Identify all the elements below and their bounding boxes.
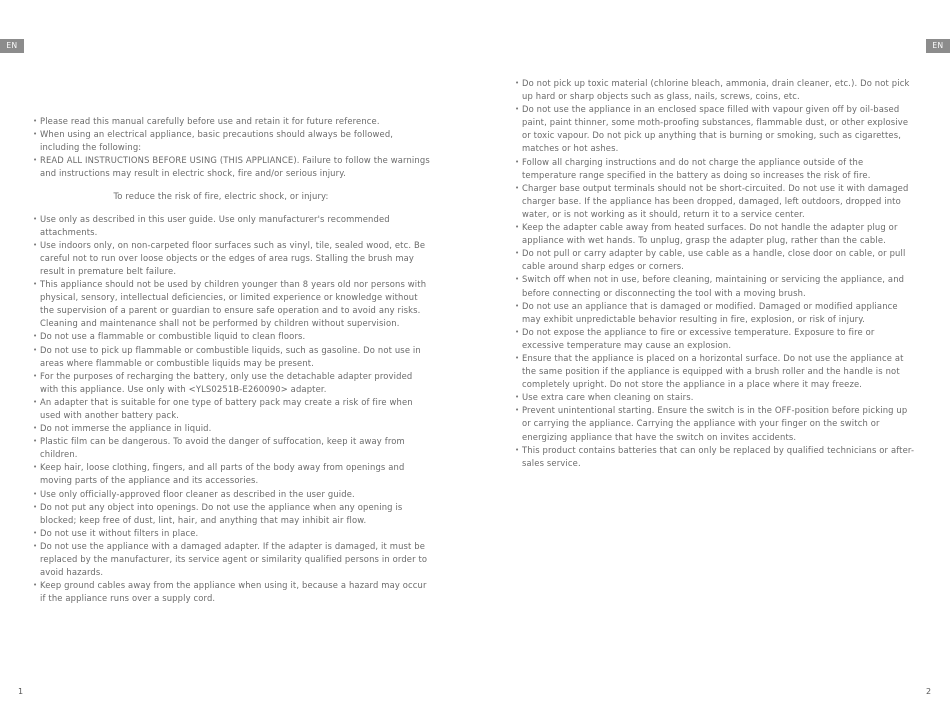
safety-item: • Do not immerse the appliance in liquid. — [33, 422, 433, 435]
warning-heading: To reduce the risk of fire, electric shock, or injury: — [113, 191, 329, 202]
intro-list — [33, 115, 433, 180]
safety-item: • Do not use to pick up flammable or combustible liquids, such as gasoline. Do not use in areas where flammable or combustible liquids may be present. — [33, 344, 433, 370]
safety-item: • Do not expose the appliance to fire or excessive temperature. Exposure to fire or excessive temperature may cause an explosion. — [515, 326, 919, 352]
safety-item: • Charger base output terminals should not be short-circuited. Do not use it with damaged charger base. If the appliance has been dropped, damaged, left outdoors, dropped into water, or is not working as it should, return it to a service center. — [515, 182, 919, 221]
safety-item: • Do not put any object into openings. Do not use the appliance when any opening is blocked; keep free of dust, lint, hair, and anything that may inhibit air flow. — [33, 501, 433, 527]
safety-item: • For the purposes of recharging the battery, only use the detachable adapter provided with this appliance. Use only with <YLS0251B-E260090> adapter. — [33, 370, 433, 396]
safety-item: • Keep the adapter cable away from heated surfaces. Do not handle the adapter plug or appliance with wet hands. To unplug, grasp the adapter plug, rather than the cable. — [515, 221, 919, 247]
safety-item: • Use indoors only, on non-carpeted floor surfaces such as vinyl, tile, sealed wood, etc. Be careful not to run over loose objects or the edges of area rugs. Stalling the brush may result in premature belt failure. — [33, 239, 433, 278]
safety-item: • This product contains batteries that can only be replaced by qualified technicians or after-sales service. — [515, 444, 919, 470]
language-tag-left: EN — [0, 39, 24, 53]
safety-item: • Do not use an appliance that is damaged or modified. Damaged or modified appliance may exhibit unpredictable behavior resulting in fire, explosion, or risk of injury. — [515, 300, 919, 326]
page-number-right: 2 — [926, 687, 932, 696]
safety-list-left — [33, 213, 433, 606]
safety-item: • This appliance should not be used by children younger than 8 years old nor persons with physical, sensory, intellectual deficiencies, or limited experience or knowledge without the supervision of a parent or guardian to ensure safe operation and to avoid any risks. Cleaning and maintenance shall not be performed by children without supervision. — [33, 278, 433, 330]
safety-item: • Do not use it without filters in place. — [33, 527, 433, 540]
safety-item: • Use only officially-approved floor cleaner as described in the user guide. — [33, 488, 433, 501]
intro-item: • When using an electrical appliance, basic precautions should always be followed, including the following: — [33, 128, 433, 154]
safety-item: • Ensure that the appliance is placed on a horizontal surface. Do not use the appliance at the same position if the appliance is equipped with a brush roller and the handle is not completely upright. Do not store the appliance in a place where it may freeze. — [515, 352, 919, 391]
safety-item: • Do not use the appliance in an enclosed space filled with vapour given off by oil-based paint, paint thinner, some moth-proofing substances, flammable dust, or other explosive or toxic vapour. Do not pick up anything that is burning or smoking, such as cigarettes, matches or hot ashes. — [515, 103, 919, 155]
safety-item: • Do not pull or carry adapter by cable, use cable as a handle, close door on cable, or pull cable around sharp edges or corners. — [515, 247, 919, 273]
language-tag-right: EN — [926, 39, 950, 53]
right-page-column — [515, 77, 919, 470]
safety-item: • An adapter that is suitable for one type of battery pack may create a risk of fire when used with another battery pack. — [33, 396, 433, 422]
left-page-column — [33, 115, 433, 605]
safety-list-right — [515, 77, 919, 470]
safety-item: • Keep hair, loose clothing, fingers, and all parts of the body away from openings and moving parts of the appliance and its accessories. — [33, 461, 433, 487]
safety-item: • Use only as described in this user guide. Use only manufacturer's recommended attachments. — [33, 213, 433, 239]
safety-item: • Keep ground cables away from the appliance when using it, because a hazard may occur if the appliance runs over a supply cord. — [33, 579, 433, 605]
intro-item: • READ ALL INSTRUCTIONS BEFORE USING (THIS APPLIANCE). Failure to follow the warnings and instructions may result in electric shock, fire and/or serious injury. — [33, 154, 433, 180]
safety-item: • Plastic film can be dangerous. To avoid the danger of suffocation, keep it away from children. — [33, 435, 433, 461]
safety-item: • Do not use the appliance with a damaged adapter. If the adapter is damaged, it must be replaced by the manufacturer, its service agent or similarity qualified persons in order to avoid hazards. — [33, 540, 433, 579]
safety-item: • Follow all charging instructions and do not charge the appliance outside of the temperature range specified in the battery as doing so increases the risk of fire. — [515, 156, 919, 182]
safety-item: • Use extra care when cleaning on stairs. — [515, 391, 919, 404]
safety-item: • Do not pick up toxic material (chlorine bleach, ammonia, drain cleaner, etc.). Do not pick up hard or sharp objects such as glass, nails, screws, coins, etc. — [515, 77, 919, 103]
page-number-left: 1 — [18, 687, 24, 696]
safety-item: • Do not use a flammable or combustible liquid to clean floors. — [33, 330, 433, 343]
intro-item: • Please read this manual carefully before use and retain it for future reference. — [33, 115, 433, 128]
safety-item: • Prevent unintentional starting. Ensure the switch is in the OFF-position before picking up or carrying the appliance. Carrying the appliance with your finger on the switch or energizing appliance that have the switch on invites accidents. — [515, 404, 919, 443]
safety-item: • Switch off when not in use, before cleaning, maintaining or servicing the appliance, and before connecting or disconnecting the tool with a moving brush. — [515, 273, 919, 299]
